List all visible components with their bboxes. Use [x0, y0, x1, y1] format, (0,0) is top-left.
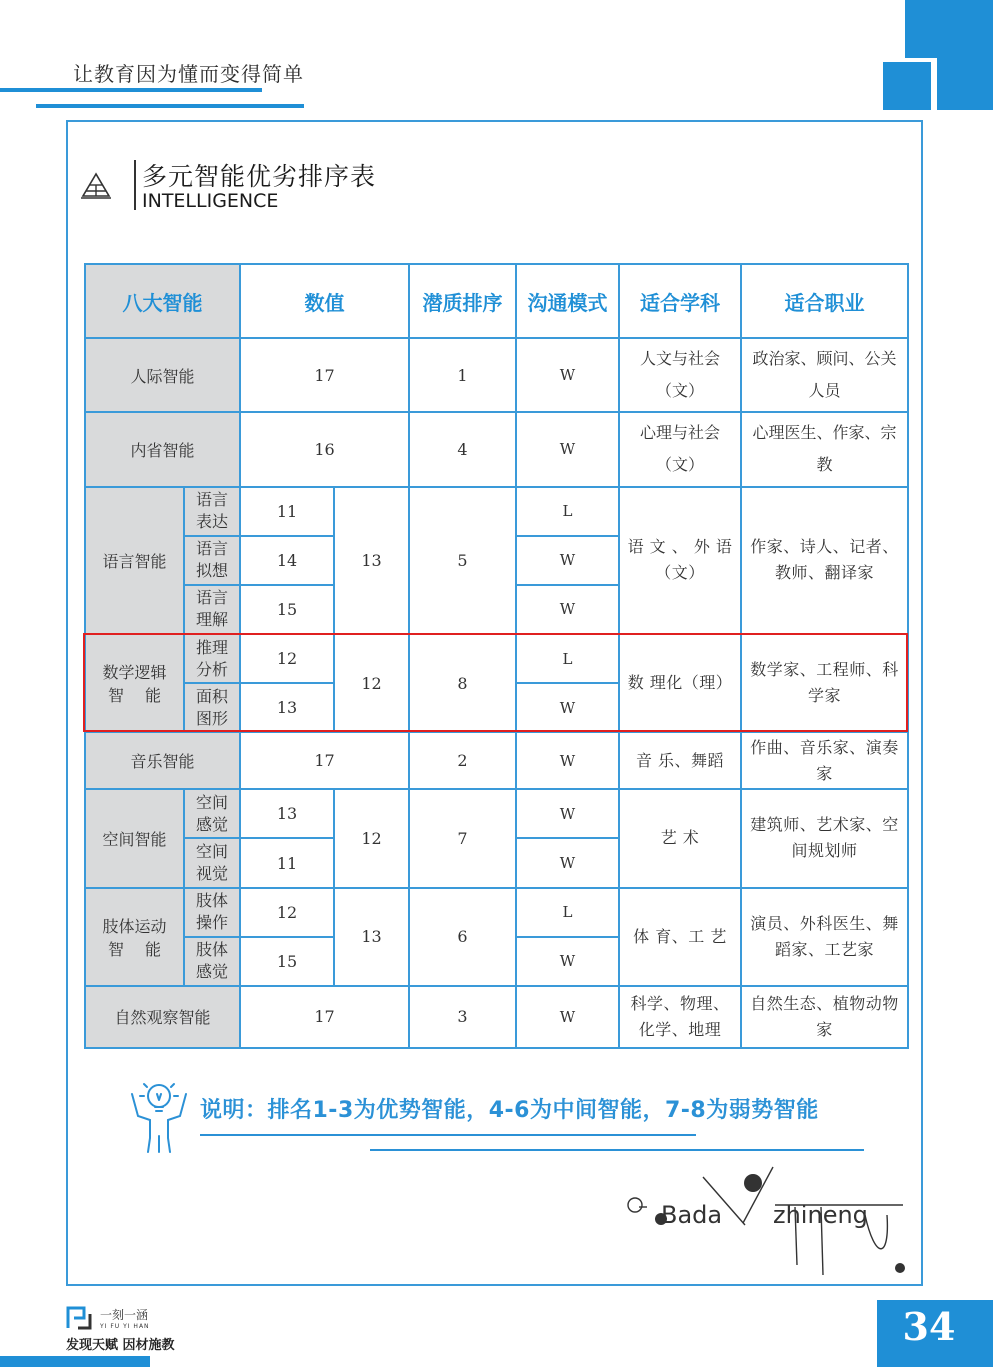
suitable-subject: 体 育、工 艺	[619, 888, 741, 986]
sub-intelligence-label: 语言表达	[184, 487, 240, 536]
suitable-subject: 数 理化（理）	[619, 634, 741, 732]
brand-logo-icon	[66, 1304, 98, 1330]
suitable-subject: 音 乐、舞蹈	[619, 732, 741, 789]
header-rank: 潜质排序	[409, 264, 516, 338]
communication-mode: L	[516, 888, 619, 937]
header-subject: 适合学科	[619, 264, 741, 338]
intelligence-total: 12	[334, 789, 409, 887]
sub-intelligence-value: 15	[240, 585, 334, 634]
table-row	[85, 487, 908, 536]
communication-mode: W	[516, 789, 619, 838]
sub-intelligence-value: 14	[240, 536, 334, 585]
signature-word: Bada	[661, 1201, 723, 1229]
intelligence-name: 音乐智能	[85, 732, 240, 789]
header-value: 数值	[240, 264, 409, 338]
communication-mode: W	[516, 838, 619, 887]
intelligence-rank: 8	[409, 634, 516, 732]
intelligence-name-line: 智 能	[107, 939, 162, 959]
pyramid-icon	[80, 172, 112, 200]
communication-mode: W	[516, 585, 619, 634]
intelligence-rank: 2	[409, 732, 516, 789]
suitable-career: 演员、外科医生、舞蹈家、工艺家	[741, 888, 908, 986]
intelligence-rank: 3	[409, 986, 516, 1048]
intelligence-table	[84, 263, 909, 1049]
sub-intelligence-value: 11	[240, 838, 334, 887]
sub-intelligence-label: 肢体感觉	[184, 937, 240, 986]
intelligence-total: 12	[334, 634, 409, 732]
corner-decoration-block	[937, 58, 993, 110]
suitable-subject: 语 文 、 外 语（文）	[619, 487, 741, 634]
suitable-subject: 人文与社会（文）	[619, 338, 741, 412]
suitable-subject: 心理与社会（文）	[619, 412, 741, 486]
suitable-career: 作家、诗人、记者、教师、翻译家	[741, 487, 908, 634]
title-separator	[134, 160, 136, 210]
page-title: 多元智能优劣排序表	[142, 162, 377, 191]
sub-intelligence-value: 13	[240, 683, 334, 732]
suitable-career: 建筑师、艺术家、空间规划师	[741, 789, 908, 887]
page-number: 34	[902, 1304, 956, 1349]
table-row	[85, 986, 908, 1048]
suitable-career: 自然生态、植物动物家	[741, 986, 908, 1048]
suitable-subject: 艺 术	[619, 789, 741, 887]
header-line-top	[0, 88, 262, 92]
intelligence-name: 空间智能	[85, 789, 184, 887]
communication-mode: W	[516, 937, 619, 986]
note-underline	[200, 1134, 696, 1136]
table-row	[85, 412, 908, 486]
intelligence-value: 16	[240, 412, 409, 486]
footer-bar	[0, 1356, 150, 1367]
footer-slogan: 发现天赋 因材施教	[66, 1338, 175, 1353]
communication-mode: W	[516, 683, 619, 732]
header-slogan: 让教育因为懂而变得简单	[73, 62, 304, 86]
sub-intelligence-value: 12	[240, 634, 334, 683]
communication-mode: W	[516, 732, 619, 789]
intelligence-value: 17	[240, 986, 409, 1048]
header-mode: 沟通模式	[516, 264, 619, 338]
sub-intelligence-value: 12	[240, 888, 334, 937]
header-career: 适合职业	[741, 264, 908, 338]
intelligence-rank: 7	[409, 789, 516, 887]
communication-mode: W	[516, 536, 619, 585]
note-text: 说明：排名1-3为优势智能，4-6为中间智能，7-8为弱势智能	[200, 1098, 819, 1123]
table-row	[85, 634, 908, 683]
intelligence-name-line: 肢体运动	[102, 916, 167, 936]
note-underline	[370, 1149, 864, 1151]
intelligence-rank: 1	[409, 338, 516, 412]
suitable-career: 政治家、顾问、公关人员	[741, 338, 908, 412]
suitable-subject: 科学、物理、化学、地理	[619, 986, 741, 1048]
table-row	[85, 338, 908, 412]
sub-intelligence-label: 语言理解	[184, 585, 240, 634]
intelligence-name: 内省智能	[85, 412, 240, 486]
communication-mode: W	[516, 986, 619, 1048]
intelligence-value: 17	[240, 732, 409, 789]
intelligence-rank: 4	[409, 412, 516, 486]
intelligence-total: 13	[334, 888, 409, 986]
brand-name: 一刻一涵	[100, 1308, 149, 1322]
suitable-career: 数学家、工程师、科学家	[741, 634, 908, 732]
sub-intelligence-label: 语言拟想	[184, 536, 240, 585]
sub-intelligence-value: 15	[240, 937, 334, 986]
table-row	[85, 888, 908, 937]
header-intelligence: 八大智能	[85, 264, 240, 338]
intelligence-total: 13	[334, 487, 409, 634]
intelligence-name: 人际智能	[85, 338, 240, 412]
intelligence-rank: 5	[409, 487, 516, 634]
communication-mode: W	[516, 338, 619, 412]
communication-mode: L	[516, 487, 619, 536]
suitable-career: 作曲、音乐家、演奏家	[741, 732, 908, 789]
corner-decoration-block	[905, 0, 993, 58]
communication-mode: L	[516, 634, 619, 683]
lightbulb-person-icon	[124, 1076, 194, 1156]
sub-intelligence-label: 肢体操作	[184, 888, 240, 937]
sub-intelligence-label: 推理分析	[184, 634, 240, 683]
sub-intelligence-value: 13	[240, 789, 334, 838]
table-header-row	[85, 264, 908, 338]
corner-decoration-block	[883, 62, 931, 110]
intelligence-name: 语言智能	[85, 487, 184, 634]
intelligence-name: 自然观察智能	[85, 986, 240, 1048]
communication-mode: W	[516, 412, 619, 486]
suitable-career: 心理医生、作家、宗教	[741, 412, 908, 486]
sub-intelligence-label: 空间感觉	[184, 789, 240, 838]
intelligence-name-line: 数学逻辑	[102, 663, 167, 683]
intelligence-value: 17	[240, 338, 409, 412]
sub-intelligence-label: 面积图形	[184, 683, 240, 732]
intelligence-rank: 6	[409, 888, 516, 986]
signature-word: zhineng	[773, 1201, 868, 1229]
intelligence-name-line: 智 能	[107, 686, 162, 706]
table-row	[85, 789, 908, 838]
signature-artwork	[625, 1165, 910, 1280]
brand-pinyin: YI FU YI HAN	[100, 1323, 150, 1330]
sub-intelligence-label: 空间视觉	[184, 838, 240, 887]
intelligence-name	[85, 634, 184, 732]
intelligence-name	[85, 888, 184, 986]
header-line-bottom	[36, 104, 304, 108]
sub-intelligence-value: 11	[240, 487, 334, 536]
table-row	[85, 732, 908, 789]
page-subtitle: INTELLIGENCE	[142, 190, 279, 212]
